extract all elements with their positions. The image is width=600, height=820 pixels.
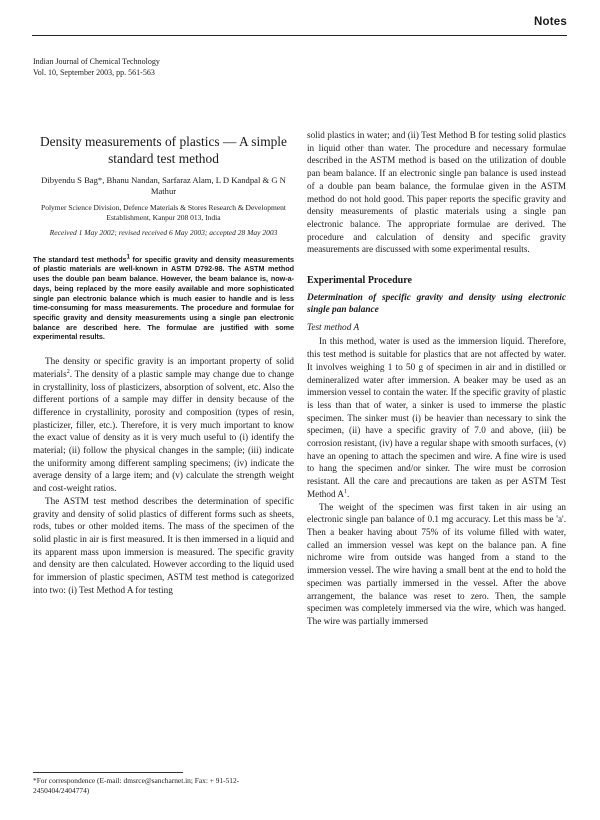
- method-heading: Test method A: [307, 322, 360, 333]
- correspondence-footnote: *For correspondence (E-mail: dmsrce@sancharnet.in; Fax: + 91-512-2450404/2404774): [33, 776, 240, 795]
- subsection-heading: Determination of specific gravity and density using electronic single pan balance: [307, 292, 566, 315]
- method-paragraph-2: The weight of the specimen was first taken in air using an electronic single pan balance of 0.1 mg accuracy. Let this mass be 'a'. Then a beaker having about 75% of its volume filled with water, called an immersion vessel was kept on the balance pan. A fine nichrome wire from outside was hanged from a stand to the immersion vessel. The wire having a small bent at the end to hold the specimen was partially immersed in the vessel. After the above arrangement, the balance was reset to zero. Then, the sample specimen was completely immersed via the wire, which was hanged. The wire was partially immersed: [307, 501, 566, 626]
- abstract-text-start: The standard test methods: [33, 254, 127, 264]
- intro-paragraph-2: The ASTM test method describes the determination of specific gravity and density of solid plastics of different forms such as sheets, rods, tubes or other molded items. The mass of the specimen of the solid plastic in air is first measured. It is then immersed in a liquid and its apparent mass upon immersion is measured. The specific gravity and density are then calculated. However according to the liquid used for immersion of plastic specimen, ASTM test method is categorized into two: (i) Test Method A for testing: [33, 495, 294, 595]
- right-column: [307, 129, 566, 628]
- section-heading: Experimental Procedure: [307, 275, 412, 287]
- reference-2: 2: [66, 368, 70, 375]
- article-title: Density measurements of plastics — A simple standard test method: [40, 134, 287, 166]
- journal-name: Indian Journal of Chemical Technology: [33, 57, 160, 66]
- method-paragraph-1: In this method, water is used as the immersion liquid. Therefore, this test method is suitable for plastics that are not affected by water. It involves weighing 1 to 50 g of specimen in air and in distilled or demineralized water after immersion. A beaker may be used as an immersion vessel to contain the water. If the specific gravity of plastic is less than that of water, a sinker is used to immerse the plastic specimen. The sinker must (i) be heavier than necessary to sink the specimen, (ii) have a specific gravity of 7.0 and above, (iii) be corrosion resistant, (iv) have a regular shape with smooth surfaces, (v) have an opening to attach the specimen and wire. A fine wire is used to hang the specimen and/or sinker. The wire must be corrosion resistant. All the care and precautions are taken as per ASTM Test Method $A^1$.: [307, 336, 566, 499]
- reference-1: 1: [344, 488, 348, 495]
- left-column: [33, 129, 294, 596]
- abstract-reference: 1: [126, 254, 130, 261]
- abstract-text-end: for specific gravity and density measurements of plastic materials are well-known in ASTM D792-98. The ASTM method uses the double pan beam balance. However, the beam balance is, now-a-days, being replaced by the more easily available and more sophisticated single pan electronic balance which is much easier to handle and is less time-consuming for mass measurements. The procedure and formulae for specific gravity and density measurements using a single pan electronic balance are described here. The formulae are justified with some experimental results.: [33, 254, 294, 342]
- section-label: Notes: [534, 16, 567, 28]
- author-affiliation: Polymer Science Division, Defence Materials & Stores Research & Development Establishment, Kanpur 208 013, India: [41, 203, 286, 222]
- journal-volume: Vol. 10, September 2003, pp. 561-563: [33, 68, 155, 77]
- intro-paragraph-3: solid plastics in water; and (ii) Test Method B for testing solid plastics in liquid other than water. The procedure and necessary formulae described in the ASTM method is based on the utilization of double pan beam balance. If an electronic single pan balance is used instead of a double pan beam balance, the formulae given in the ASTM method do not hold good. This paper reports the specific gravity and density measurements of plastic materials using a single pan electronic balance. The appropriate formulae are derived. The procedure and calculation of density and specific gravity measurements are discussed with some experimental results.: [307, 130, 566, 255]
- abstract: [33, 255, 294, 342]
- header-rule: [32, 35, 567, 36]
- article-dates: Received 1 May 2002; revised received 6 May 2003; accepted 28 May 2003: [49, 228, 278, 238]
- intro-paragraph-1: The density or specific gravity is an important property of solid materials$^2$. The density of a plastic sample may change due to change in crystallinity, loss of plasticizers, absorption of solvent, etc. Also the different portions of a sample may differ in density because of the difference in crystallinity, porosity and composition (types of resin, plasticizer, filler, etc.). Therefore, it is very much important to know the exact value of density as it is very much useful to (i) identify the material; (ii) follow the physical changes in the sample; (iii) indicate the uniformity among different sampling specimens; (iv) indicate the average density of a large item; and (v) calculate the strength weight and cost-weight ratios.: [33, 356, 294, 494]
- journal-info: [33, 56, 160, 78]
- footnote-rule: [33, 772, 183, 773]
- article-authors: Dibyendu S Bag*, Bhanu Nandan, Sarfaraz Alam, L D Kandpal & G N Mathur: [41, 175, 286, 196]
